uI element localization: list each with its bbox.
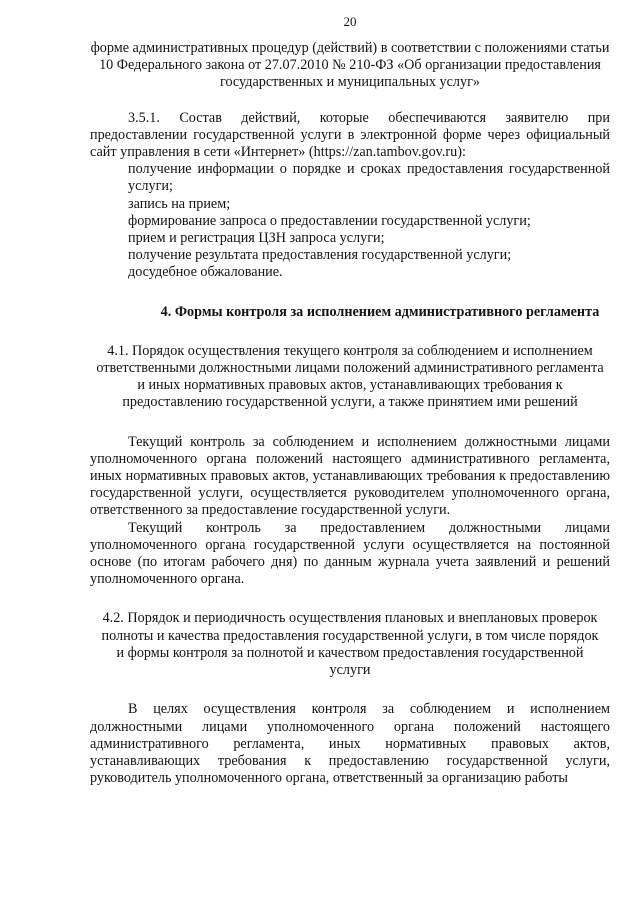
- list-item: запись на прием;: [128, 195, 231, 212]
- page-number: 20: [343, 14, 357, 29]
- list-item: получение информации о порядке и сроках предоставления государственной услуги;: [128, 161, 610, 195]
- section-4-1-paragraph-2: Текущий контроль за предоставлением должностными лицами уполномоченного органа государственной услуги осуществляется на постоянной основе (по итогам рабочего дня) по данным журнала учета заявлений и решений уполномоченного органа.: [90, 519, 610, 588]
- section-4-1-paragraph-1: Текущий контроль за соблюдением и исполнением должностными лицами уполномоченного органа положений настоящего административного регламента, иных нормативных правовых актов, устанавливающих требования к предоставлению государственной услуги, осуществляется руководителем уполномоченного органа, ответственного за предоставление государственной услуги.: [90, 433, 610, 519]
- list-item: досудебное обжалование.: [128, 264, 283, 281]
- document-page: [90, 14, 610, 787]
- section-3-5-1-lead: 3.5.1. Состав действий, которые обеспечиваются заявителю при предоставлении государственной услуги в электронной форме через официальный сайт управления в сети «Интернет» (https://zan.tambov.gov.ru):: [90, 109, 610, 161]
- section-4-1-heading: 4.1. Порядок осуществления текущего контроля за соблюдением и исполнением ответственными должностными лицами положений административного регламента и иных нормативных правовых актов, устанавливающих требования к предоставлению государственной услуги, а также принятием ими решений: [96, 342, 604, 411]
- section-4-2-paragraph-1: В целях осуществления контроля за соблюдением и исполнением должностными лицами уполномоченного органа положений настоящего административного регламента, иных нормативных правовых актов, устанавливающих требования к предоставлению государственной услуги, руководитель уполномоченного органа, ответственный за организацию работы: [90, 701, 610, 787]
- list-item: прием и регистрация ЦЗН запроса услуги;: [128, 230, 385, 247]
- intro-paragraph: форме административных процедур (действий) в соответствии с положениями статьи 10 Федерального закона от 27.07.2010 № 210-ФЗ «Об организации предоставления государственных и муниципальных услуг»: [90, 40, 610, 91]
- section-4-heading: 4. Формы контроля за исполнением административного регламента: [160, 303, 600, 320]
- list-item: формирование запроса о предоставлении государственной услуги;: [128, 212, 531, 229]
- section-4-2-heading: 4.2. Порядок и периодичность осуществления плановых и внеплановых проверок полноты и качества предоставления государственной услуги, в том числе порядок и формы контроля за полнотой и качеством предоставления государственной услуги: [101, 610, 599, 679]
- list-item: получение результата предоставления государственной услуги;: [128, 247, 512, 264]
- section-3-5-1: [90, 110, 610, 282]
